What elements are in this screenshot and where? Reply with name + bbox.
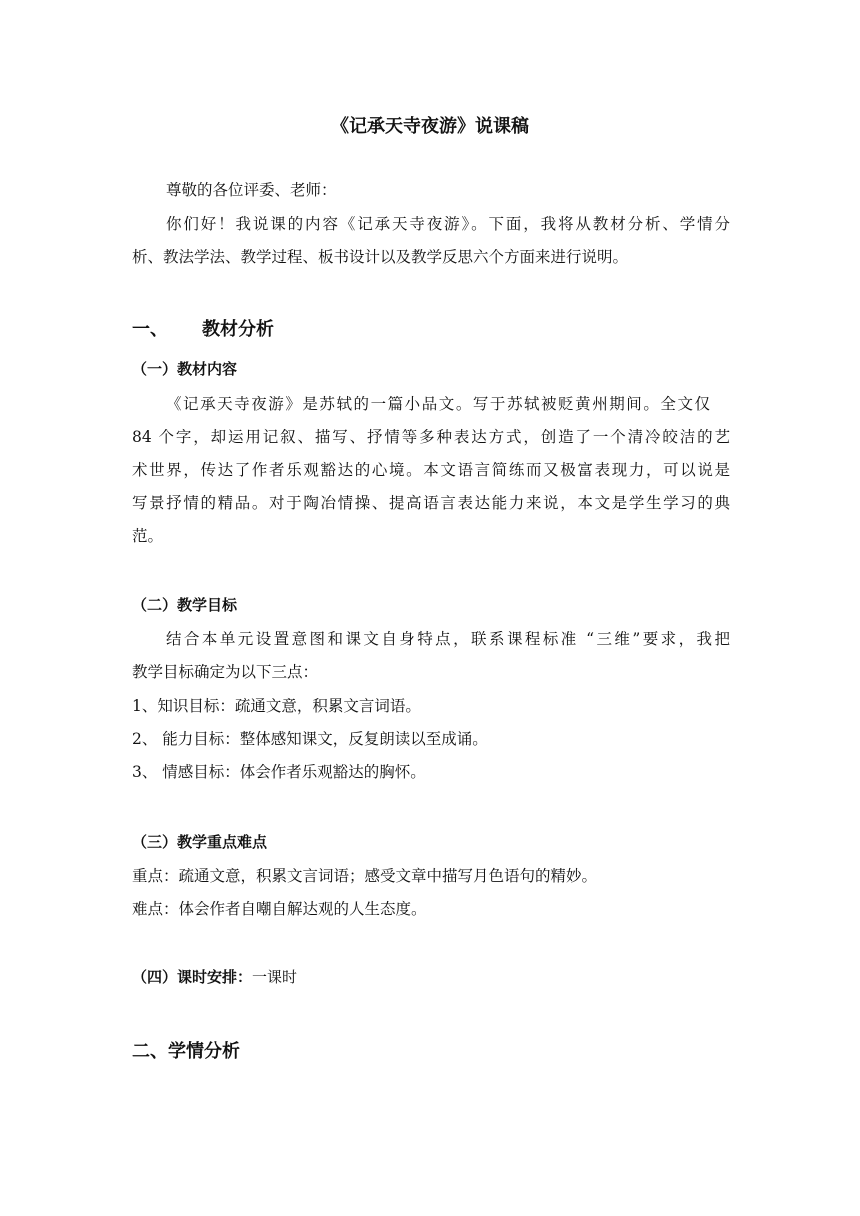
content-line-1: 《记承天寺夜游》是苏轼的一篇小品文。写于苏轼被贬黄州期间。全文仅: [166, 395, 710, 413]
content-line-2: 84 个字，却运用记叙、描写、抒情等多种表达方式，创造了一个清冷皎洁的艺: [132, 428, 730, 446]
section-2-heading: 二、学情分析: [132, 1041, 240, 1062]
objectives-line-2: 教学目标确定为以下三点：: [132, 663, 319, 681]
intro-line-1: 你们好！我说课的内容《记承天寺夜游》。下面，我将从教材分析、学情分: [166, 215, 730, 233]
objectives-line-1: 结合本单元设置意图和课文自身特点，联系课程标准 “三维”要求，我把: [166, 630, 730, 648]
content-line-3: 术世界，传达了作者乐观豁达的心境。本文语言简练而又极富表现力，可以说是: [132, 461, 730, 479]
section-1-heading: [132, 318, 274, 342]
subsection-4-heading: [132, 967, 297, 987]
content-line-4: 写景抒情的精品。对于陶冶情操、提高语言表达能力来说，本文是学生学习的典: [132, 494, 730, 512]
class-hours-value: 一课时: [252, 968, 298, 986]
subsection-3-heading: （三）教学重点难点: [132, 833, 268, 851]
key-point: 重点：疏通文意，积累文言词语；感受文章中描写月色语句的精妙。: [132, 867, 598, 885]
greeting: 尊敬的各位评委、老师：: [166, 181, 337, 199]
subsection-4-label: （四）课时安排：: [132, 968, 253, 986]
goal-knowledge: 1、知识目标：疏通文意，积累文言词语。: [132, 697, 421, 715]
content-line-5: 范。: [132, 527, 164, 545]
intro-line-2: 析、教法学法、教学过程、板书设计以及教学反思六个方面来进行说明。: [132, 248, 629, 266]
document-title: 《记承天寺夜游》说课稿: [331, 116, 529, 137]
goal-emotion: 3、 情感目标：体会作者乐观豁达的胸怀。: [132, 763, 426, 781]
section-1-number: 一、: [132, 319, 168, 340]
difficulty: 难点：体会作者自嘲自解达观的人生态度。: [132, 900, 427, 918]
subsection-2-heading: （二）教学目标: [132, 596, 238, 614]
goal-ability: 2、 能力目标：整体感知课文，反复朗读以至成诵。: [132, 730, 488, 748]
subsection-1-heading: （一）教材内容: [132, 360, 238, 378]
section-1-title: 教材分析: [202, 319, 274, 340]
